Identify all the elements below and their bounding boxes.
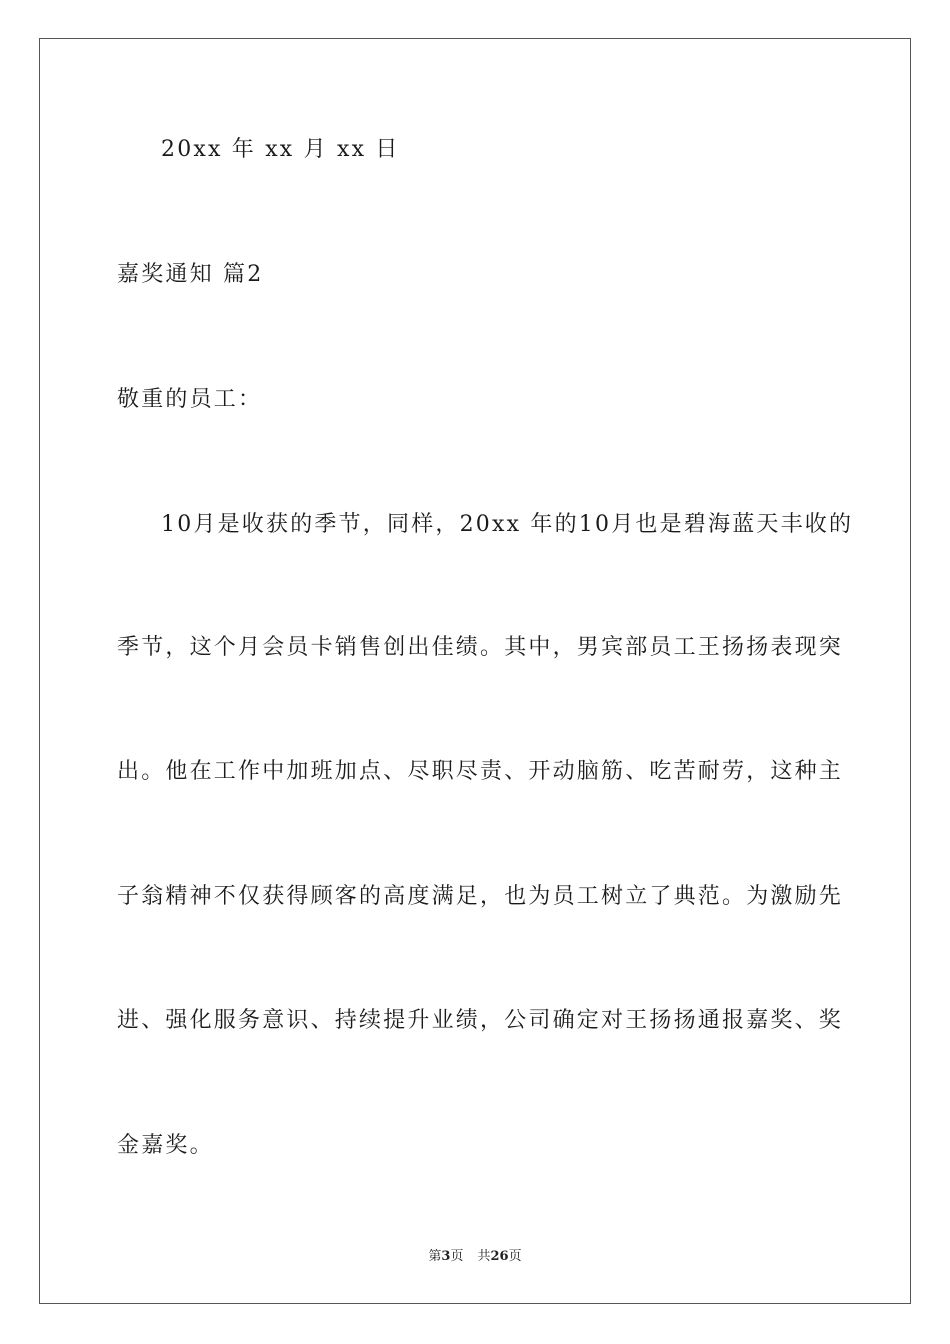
page-prefix: 第	[428, 1249, 442, 1264]
date-line: 20xx 年 xx 月 xx 日	[161, 137, 400, 162]
page-border	[39, 38, 911, 1304]
page-suffix: 页	[450, 1249, 464, 1264]
total-pages: 26	[490, 1249, 509, 1264]
total-prefix: 共	[477, 1249, 491, 1264]
body-line: 季节，这个月会员卡销售创出佳绩。其中，男宾部员工王扬扬表现突	[117, 635, 844, 660]
page-number: 3	[441, 1249, 451, 1264]
body-line: 出。他在工作中加班加点、尽职尽责、开动脑筋、吃苦耐劳，这种主	[117, 759, 844, 784]
body-line: 10月是收获的季节，同样，20xx 年的10月也是碧海蓝天丰收的	[161, 512, 854, 537]
body-line: 金嘉奖。	[117, 1133, 214, 1158]
total-suffix: 页	[508, 1249, 522, 1264]
body-line: 进、强化服务意识、持续提升业绩，公司确定对王扬扬通报嘉奖、奖	[117, 1008, 844, 1033]
document-heading: 嘉奖通知 篇2	[117, 262, 264, 287]
body-line: 子翁精神不仅获得顾客的高度满足，也为员工树立了典范。为激励先	[117, 884, 844, 909]
salutation: 敬重的员工：	[117, 387, 263, 412]
page-footer	[0, 1248, 950, 1266]
